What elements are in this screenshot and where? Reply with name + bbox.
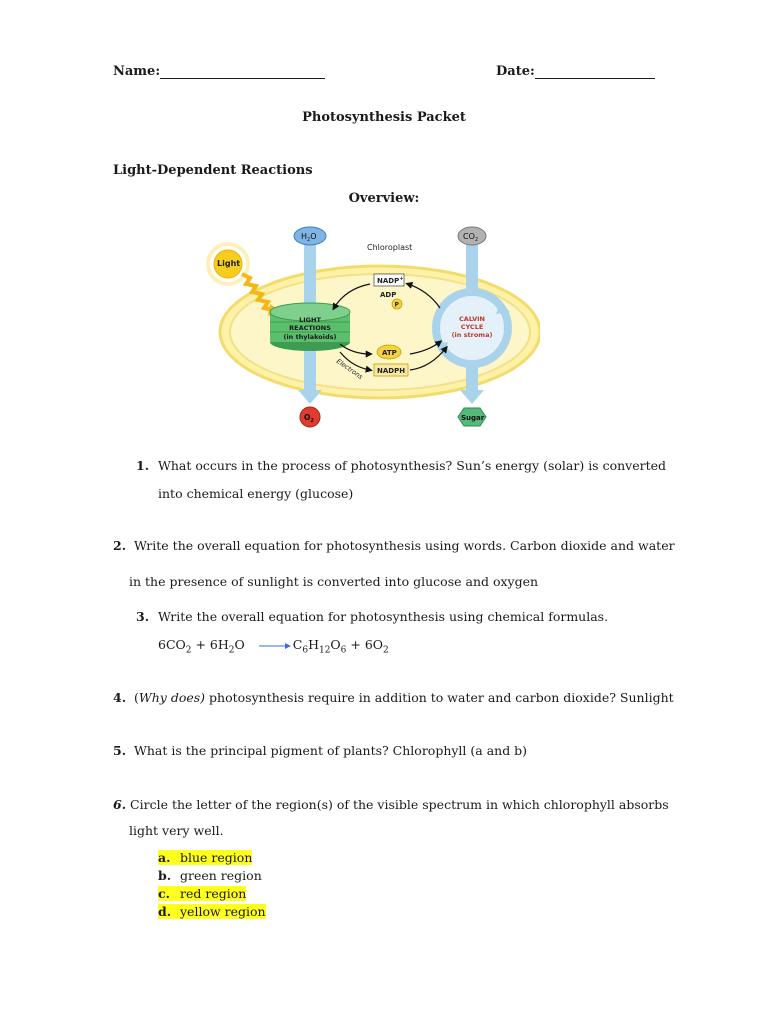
svg-text:REACTIONS: REACTIONS: [289, 324, 331, 332]
option-c[interactable]: [158, 885, 246, 903]
option-d-label: yellow region: [180, 904, 266, 919]
svg-text:NADPH: NADPH: [377, 367, 406, 375]
option-c-letter: c.: [158, 886, 170, 901]
question-2-text: Write the overall equation for photosynthesis using words. Carbon dioxide and water: [134, 538, 675, 553]
light-reactions-thylakoid: [270, 303, 350, 351]
option-a-label: blue region: [180, 850, 253, 865]
option-a[interactable]: [158, 849, 252, 867]
svg-text:Light: Light: [217, 259, 241, 268]
question-5-text: What is the principal pigment of plants? Chlorophyll (a and b): [134, 743, 528, 758]
question-6: [113, 797, 669, 812]
svg-text:Sugar: Sugar: [461, 414, 485, 422]
option-b-letter: b.: [158, 868, 172, 883]
adp-label: ADP: [380, 291, 397, 299]
date-field-line[interactable]: [535, 78, 655, 79]
question-6-text-cont: light very well.: [129, 823, 224, 838]
question-4-italic: Why does): [138, 690, 206, 705]
question-3-text: Write the overall equation for photosynthesis using chemical formulas.: [158, 609, 609, 624]
svg-text:NADP+: NADP+: [377, 276, 404, 285]
question-3-number: 3.: [136, 609, 150, 624]
question-2: [113, 538, 675, 553]
chemical-equation: $6CO_2 + 6H_2O$ $C_6H_{12}O_6 + 6O_2$: [158, 637, 389, 656]
yields-arrow-icon: [257, 641, 293, 651]
name-field-line[interactable]: [160, 78, 325, 79]
question-2-answer: in the presence of sunlight is converted into glucose and oxygen: [129, 574, 539, 589]
svg-text:O2: $O_2$: [304, 413, 314, 424]
question-1-text: What occurs in the process of photosynthesis? Sun’s energy (solar) is converted: [158, 458, 667, 473]
question-5: [113, 743, 527, 758]
section-heading: Light-Dependent Reactions: [113, 163, 313, 178]
question-6-text: Circle the letter of the region(s) of the visible spectrum in which chlorophyll absorbs: [130, 797, 669, 812]
option-c-label: red region: [180, 886, 247, 901]
option-d-letter: d.: [158, 904, 172, 919]
question-2-number: 2.: [113, 538, 127, 553]
svg-text:P: P: [394, 301, 399, 309]
overview-label: Overview:: [348, 191, 420, 206]
question-4: 4. (Why does) photosynthesis require in addition to water and carbon dioxide? Sunlight: [113, 690, 674, 705]
svg-text:ATP: ATP: [382, 349, 397, 357]
electrons-label: Electrons: [334, 357, 365, 381]
question-4-text: photosynthesis require in addition to water and carbon dioxide? Sunlight: [205, 690, 674, 705]
svg-text:(in thylakoids): (in thylakoids): [283, 333, 337, 341]
svg-text:CALVIN: CALVIN: [459, 315, 485, 323]
question-4-number: 4.: [113, 690, 127, 705]
name-label: Name:: [113, 64, 161, 79]
svg-text:LIGHT: LIGHT: [299, 316, 321, 324]
question-5-number: 5.: [113, 743, 127, 758]
question-3: [136, 609, 608, 624]
option-a-letter: a.: [158, 850, 171, 865]
question-1-answer: into chemical energy (glucose): [158, 486, 354, 501]
chloroplast-label: Chloroplast: [367, 243, 413, 252]
question-6-number: 6.: [113, 797, 127, 812]
svg-text:CYCLE: CYCLE: [460, 323, 484, 331]
date-label: Date:: [496, 64, 535, 79]
option-b[interactable]: [158, 867, 262, 885]
option-b-label: green region: [180, 868, 262, 883]
photosynthesis-diagram: [200, 222, 540, 430]
question-1-number: 1.: [136, 458, 150, 473]
svg-text:H2O: $H_2O$: [301, 232, 317, 243]
question-1: [136, 458, 666, 473]
page-title: Photosynthesis Packet: [302, 110, 466, 125]
svg-text:CO2: $CO_2$: [463, 232, 479, 243]
calvin-cycle: [434, 292, 510, 364]
svg-text:(in stroma): (in stroma): [451, 331, 493, 339]
option-d[interactable]: [158, 903, 266, 921]
